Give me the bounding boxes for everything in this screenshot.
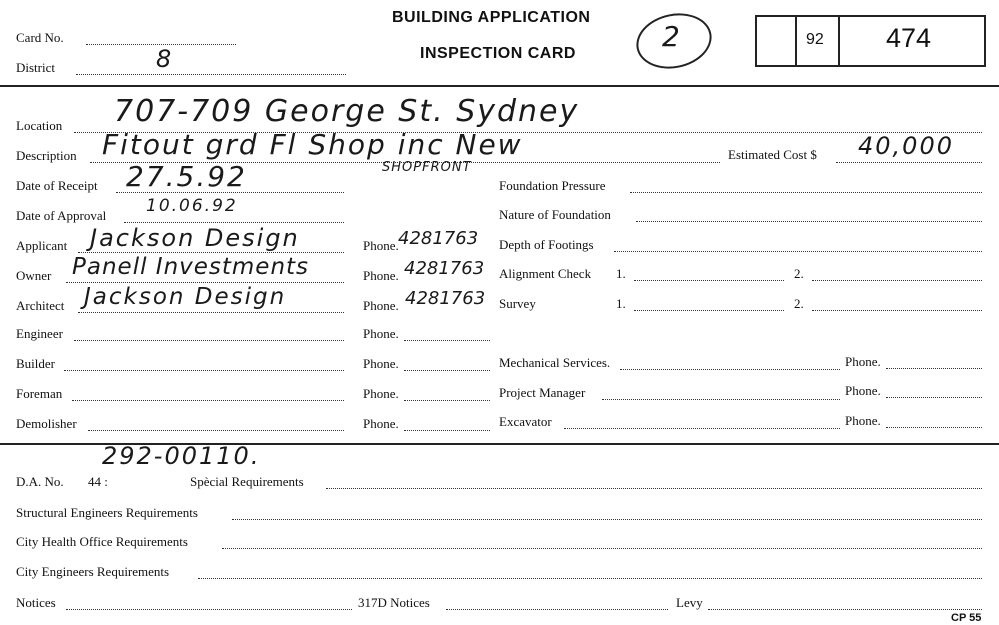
mechanical-label: Mechanical Services. — [499, 355, 611, 370]
foundation-pressure-line — [630, 192, 982, 193]
demolisher-phone-line — [404, 430, 490, 431]
architect-phone-label: Phone. — [363, 298, 399, 313]
location-label: Location — [16, 118, 63, 133]
da-prefix: 44 : — [88, 474, 108, 489]
description-value: Fitout grd Fl Shop inc New — [102, 128, 523, 161]
date-approval-label: Date of Approval — [16, 208, 107, 223]
survey-label: Survey — [499, 296, 536, 311]
architect-label: Architect — [16, 298, 65, 313]
survey-two-line — [812, 310, 982, 311]
title-line1: BUILDING APPLICATION — [392, 9, 591, 26]
excavator-line — [564, 428, 840, 429]
health-label: City Health Office Requirements — [16, 534, 188, 549]
owner-phone: 4281763 — [404, 258, 485, 279]
architect-phone: 4281763 — [405, 288, 486, 309]
district-line — [76, 74, 346, 75]
owner-value: Panell Investments — [72, 254, 310, 280]
levy-label: Levy — [676, 595, 703, 610]
owner-phone-label: Phone. — [363, 268, 399, 283]
location-value: 707-709 George St. Sydney — [114, 94, 580, 129]
builder-line — [64, 370, 344, 371]
mechanical-line — [620, 369, 840, 370]
notices-317d-label: 317D Notices — [358, 595, 430, 610]
builder-phone-label: Phone. — [363, 356, 399, 371]
excavator-label: Excavator — [499, 414, 552, 429]
project-manager-label: Project Manager — [499, 385, 586, 400]
foreman-label: Foreman — [16, 386, 63, 401]
survey-two-label: 2. — [794, 296, 804, 311]
mechanical-phone-label: Phone. — [845, 354, 881, 369]
alignment-one-label: 1. — [616, 266, 626, 281]
notices-line — [66, 609, 352, 610]
excavator-phone-line — [886, 427, 982, 428]
survey-one-label: 1. — [616, 296, 626, 311]
foreman-line — [72, 400, 344, 401]
reference-box-divider — [838, 15, 840, 65]
levy-line — [708, 609, 982, 610]
alignment-two-label: 2. — [794, 266, 804, 281]
structural-line — [232, 519, 982, 520]
year-box: 92 — [806, 31, 824, 48]
description-extra: SHOPFRONT — [382, 160, 472, 175]
date-approval-line — [124, 222, 344, 223]
reference-box — [755, 15, 986, 67]
nature-foundation-line — [636, 221, 982, 222]
builder-phone-line — [404, 370, 490, 371]
engineer-phone-line — [404, 340, 490, 341]
description-label: Description — [16, 148, 77, 163]
nature-foundation-label: Nature of Foundation — [499, 207, 611, 222]
notices-label: Notices — [16, 595, 56, 610]
da-handwritten: 292-00110. — [102, 442, 261, 470]
alignment-check-label: Alignment Check — [499, 266, 592, 281]
notices-317d-line — [446, 609, 668, 610]
demolisher-label: Demolisher — [16, 416, 77, 431]
mechanical-phone-line — [886, 368, 982, 369]
estimated-cost-label: Estimated Cost $ — [728, 147, 817, 162]
depth-footings-line — [614, 251, 982, 252]
owner-label: Owner — [16, 268, 52, 283]
header-rule — [0, 85, 999, 87]
project-manager-line — [602, 399, 840, 400]
demolisher-line — [88, 430, 344, 431]
circled-number-value: 2 — [662, 20, 682, 53]
special-label: Spècial Requirements — [190, 474, 304, 489]
applicant-line — [78, 252, 344, 253]
date-receipt-value: 27.5.92 — [126, 160, 247, 193]
engineer-phone-label: Phone. — [363, 326, 399, 341]
excavator-phone-label: Phone. — [845, 413, 881, 428]
foreman-phone-line — [404, 400, 490, 401]
special-line — [326, 488, 982, 489]
engineer-label: Engineer — [16, 326, 63, 341]
applicant-value: Jackson Design — [90, 224, 300, 252]
date-approval-value: 10.06.92 — [146, 196, 238, 216]
alignment-two-line — [812, 280, 982, 281]
applicant-phone-label: Phone. — [363, 238, 399, 253]
date-receipt-label: Date of Receipt — [16, 178, 98, 193]
structural-label: Structural Engineers Requirements — [16, 505, 198, 520]
estimated-cost-line — [836, 162, 982, 163]
district-value: 8 — [156, 45, 174, 73]
demolisher-phone-label: Phone. — [363, 416, 399, 431]
depth-footings-label: Depth of Footings — [499, 237, 594, 252]
project-manager-phone-label: Phone. — [845, 383, 881, 398]
survey-one-line — [634, 310, 784, 311]
estimated-cost-value: 40,000 — [858, 132, 954, 160]
engineer-line — [74, 340, 344, 341]
health-line — [222, 548, 982, 549]
title-line2: INSPECTION CARD — [420, 45, 576, 62]
project-manager-phone-line — [886, 397, 982, 398]
applicant-label: Applicant — [16, 238, 68, 253]
card-no-label: Card No. — [16, 30, 64, 45]
architect-line — [78, 312, 344, 313]
form-code: CP 55 — [951, 612, 982, 624]
owner-line — [66, 282, 344, 283]
number-box: 474 — [886, 23, 932, 53]
applicant-phone: 4281763 — [398, 228, 479, 249]
builder-label: Builder — [16, 356, 55, 371]
city-eng-label: City Engineers Requirements — [16, 564, 170, 579]
reference-box-divider — [795, 15, 797, 65]
alignment-one-line — [634, 280, 784, 281]
da-label: D.A. No. — [16, 474, 64, 489]
architect-value: Jackson Design — [84, 284, 287, 310]
foundation-pressure-label: Foundation Pressure — [499, 178, 606, 193]
district-label: District — [16, 60, 55, 75]
city-eng-line — [198, 578, 982, 579]
foreman-phone-label: Phone. — [363, 386, 399, 401]
